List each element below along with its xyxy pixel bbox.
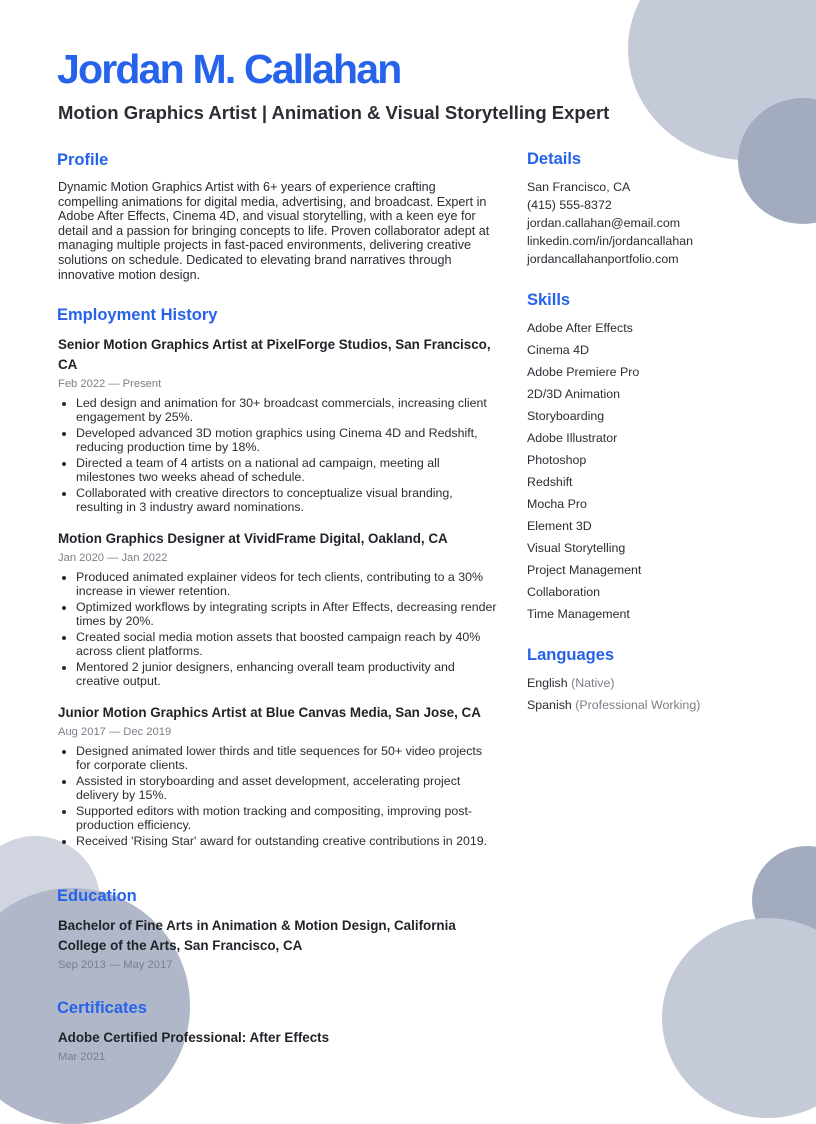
- job-bullet: • Supported editors with motion tracking and compositing, improving post-production efficiency.: [76, 804, 498, 832]
- skills-heading: Skills: [527, 291, 571, 309]
- job-dates: Jan 2020 — Jan 2022: [58, 552, 168, 564]
- profile-summary: Dynamic Motion Graphics Artist with 6+ years of experience crafting compelling animations for digital media, advertising, and broadcast. Expert in Adobe After Effects, Cinema 4D, and visual storytelling, with a keen eye for detail and a passion for bringing concepts to life. Proven collaborator adept at managing multiple projects in fast-paced environments, delivering creative solutions on schedule. Dedicated to elevating brand narratives through innovative motion design.: [58, 180, 490, 282]
- job-bullet: • Collaborated with creative directors to conceptualize visual branding, resulting in 3 industry award nominations.: [76, 486, 498, 514]
- skill-item: Time Management: [527, 607, 630, 621]
- job-bullet: • Directed a team of 4 artists on a national ad campaign, meeting all milestones two weeks ahead of schedule.: [76, 456, 498, 484]
- job-bullet: • Optimized workflows by integrating scripts in After Effects, decreasing render times by 20%.: [76, 600, 498, 628]
- job-title: Junior Motion Graphics Artist at Blue Canvas Media, San Jose, CA: [58, 705, 481, 720]
- language-item: [527, 694, 700, 716]
- details-heading: Details: [527, 150, 582, 168]
- portfolio-link[interactable]: jordancallahanportfolio.com: [527, 252, 679, 266]
- degree-title: Bachelor of Fine Arts in Animation & Motion Design, California College of the Arts, San Francisco, CA: [58, 918, 456, 953]
- skill-item: Storyboarding: [527, 409, 605, 423]
- job-dates: Aug 2017 — Dec 2019: [58, 726, 172, 738]
- candidate-subtitle: Motion Graphics Artist | Animation & Visual Storytelling Expert: [58, 102, 610, 123]
- skill-item: Cinema 4D: [527, 343, 589, 357]
- certificate-name: Adobe Certified Professional: After Effects: [58, 1030, 330, 1045]
- skill-item: Redshift: [527, 475, 573, 489]
- language-name: English: [527, 676, 568, 690]
- job-bullets: [58, 396, 498, 514]
- language-name: Spanish: [527, 698, 572, 712]
- job-bullet: • Designed animated lower thirds and title sequences for 50+ video projects for corporate clients.: [76, 744, 498, 772]
- candidate-name: Jordan M. Callahan: [57, 46, 401, 92]
- education-heading: Education: [57, 887, 137, 905]
- education-entry: [58, 916, 478, 972]
- job-bullet: • Produced animated explainer videos for tech clients, contributing to a 30% increase in viewer retention.: [76, 570, 498, 598]
- job-bullet: • Mentored 2 junior designers, enhancing overall team productivity and creative output.: [76, 660, 498, 688]
- profile-heading: Profile: [57, 151, 109, 169]
- skill-item: Collaboration: [527, 585, 601, 599]
- job-entry: [58, 529, 498, 690]
- job-dates: Feb 2022 — Present: [58, 378, 162, 390]
- skills-list: [527, 317, 641, 625]
- certificate-entry: [58, 1028, 498, 1064]
- skill-item: Project Management: [527, 563, 642, 577]
- education-dates: Sep 2013 — May 2017: [58, 959, 173, 971]
- job-bullet: • Received 'Rising Star' award for outstanding creative contributions in 2019.: [76, 834, 498, 848]
- job-bullets: [58, 570, 498, 688]
- skill-item: Photoshop: [527, 453, 587, 467]
- job-bullet: • Assisted in storyboarding and asset development, accelerating project delivery by 15%.: [76, 774, 498, 802]
- job-bullets: [58, 744, 498, 848]
- phone-text: (415) 555-8372: [527, 198, 612, 212]
- job-title: Motion Graphics Designer at VividFrame Digital, Oakland, CA: [58, 531, 448, 546]
- job-bullet: • Led design and animation for 30+ broadcast commercials, increasing client engagement by 25%.: [76, 396, 498, 424]
- skill-item: Visual Storytelling: [527, 541, 626, 555]
- linkedin-link[interactable]: linkedin.com/in/jordancallahan: [527, 234, 693, 248]
- skill-item: Adobe After Effects: [527, 321, 633, 335]
- skill-item: Adobe Premiere Pro: [527, 365, 640, 379]
- job-title: Senior Motion Graphics Artist at PixelForge Studios, San Francisco, CA: [58, 337, 491, 372]
- employment-heading: Employment History: [57, 306, 218, 324]
- skill-item: Adobe Illustrator: [527, 431, 618, 445]
- languages-list: [527, 672, 700, 716]
- job-bullet: • Created social media motion assets that boosted campaign reach by 40% across client platforms.: [76, 630, 498, 658]
- language-level: (Native): [571, 676, 615, 690]
- languages-heading: Languages: [527, 646, 615, 664]
- email-link[interactable]: jordan.callahan@email.com: [527, 216, 681, 230]
- language-item: [527, 672, 700, 694]
- certificate-date: Mar 2021: [58, 1051, 106, 1063]
- location-text: San Francisco, CA: [527, 180, 631, 194]
- details-list: [527, 178, 693, 268]
- skill-item: Element 3D: [527, 519, 592, 533]
- certificates-heading: Certificates: [57, 999, 147, 1017]
- language-level: (Professional Working): [575, 698, 701, 712]
- skill-item: 2D/3D Animation: [527, 387, 620, 401]
- skill-item: Mocha Pro: [527, 497, 587, 511]
- job-entry: [58, 335, 498, 516]
- job-entry: [58, 703, 498, 850]
- job-bullet: • Developed advanced 3D motion graphics using Cinema 4D and Redshift, reducing production time by 18%.: [76, 426, 498, 454]
